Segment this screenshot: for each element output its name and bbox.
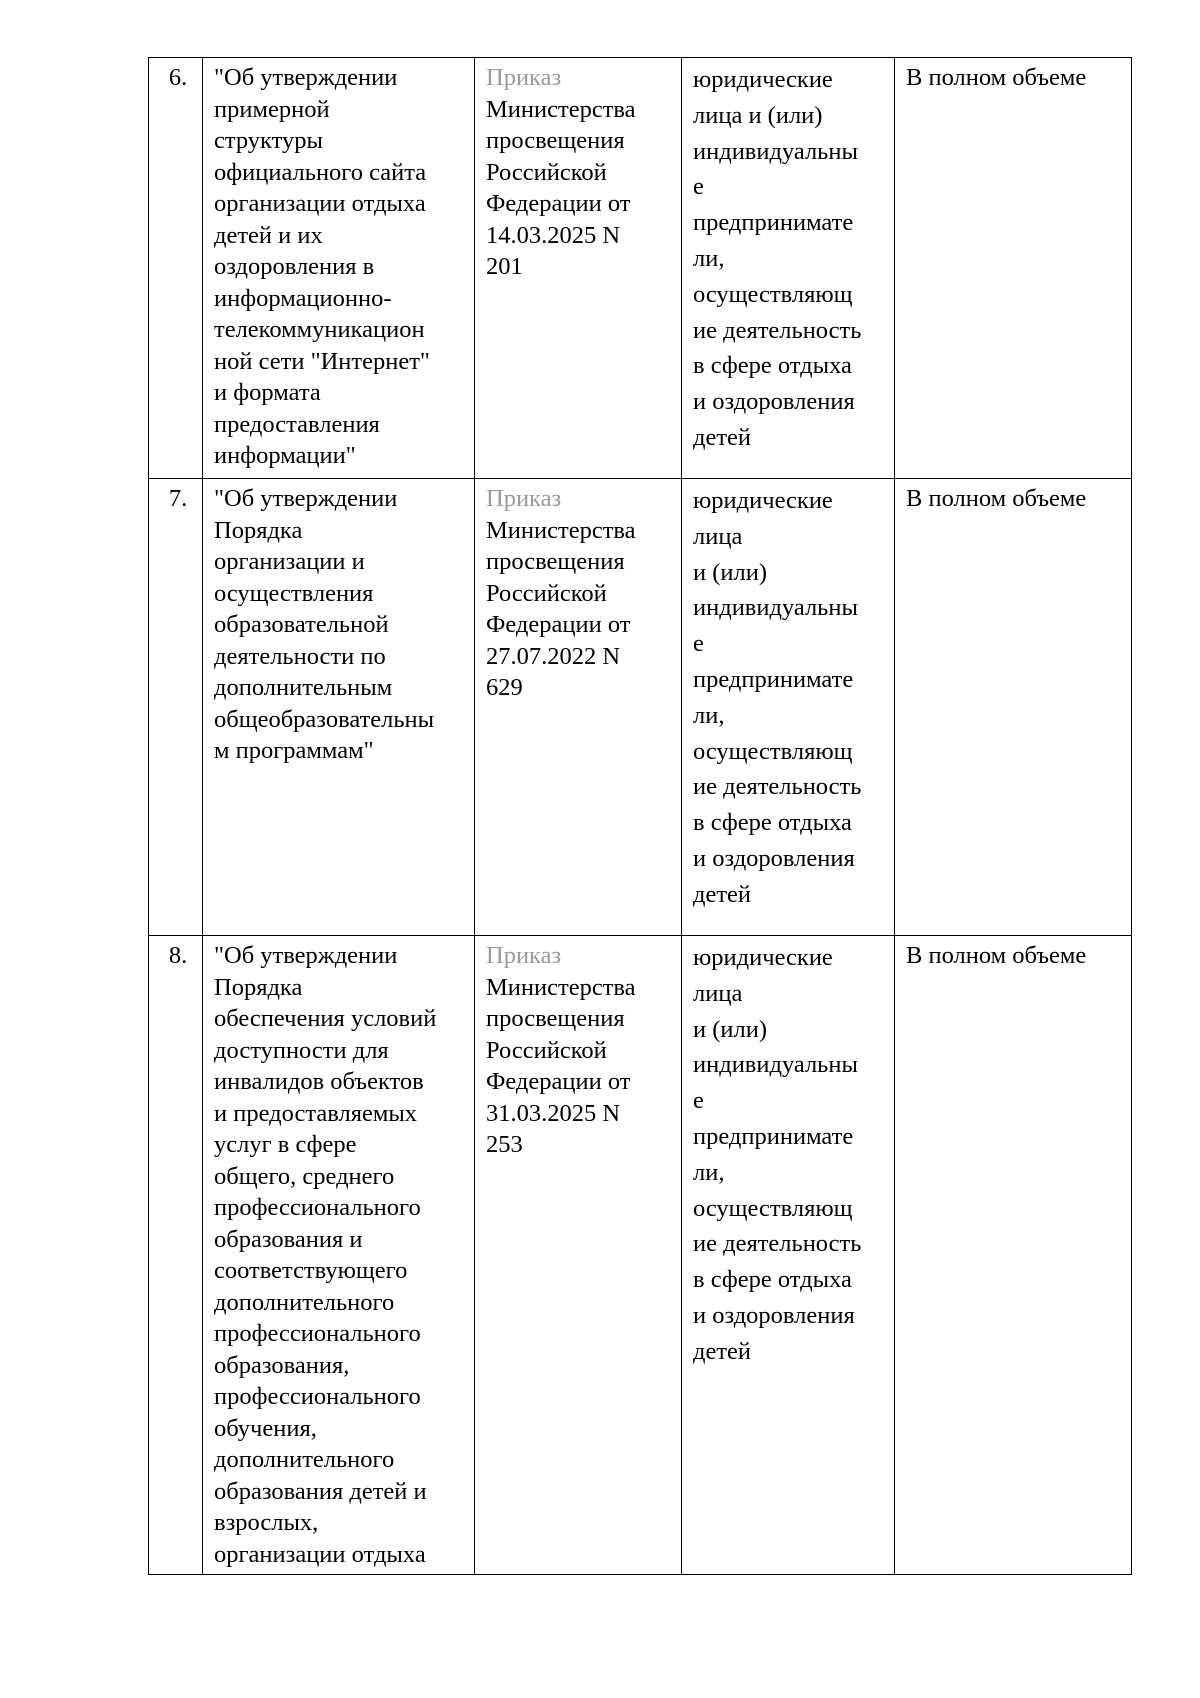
order-line: Федерации от (486, 1068, 631, 1095)
act-title-line: соответствующего (214, 1257, 408, 1284)
entity-line: и оздоровления (693, 1301, 855, 1329)
row-number: 7. (149, 479, 203, 936)
act-title-line: и предоставляемых (214, 1099, 418, 1127)
order-line: Министерства (486, 516, 636, 544)
affected-entities (682, 58, 895, 479)
act-title (203, 936, 475, 1575)
entity-line: е (693, 630, 704, 658)
entity-line: ие деятельность (693, 316, 862, 344)
entity-line: юридические (693, 944, 833, 971)
act-title-line: Порядка (214, 973, 303, 1001)
act-title-line: организации и (214, 548, 365, 575)
act-title-line: доступности для (214, 1036, 389, 1064)
act-title-line: м программам" (214, 737, 374, 764)
act-title-line: инвалидов объектов (214, 1068, 424, 1095)
order-line: Федерации от (486, 190, 631, 217)
requirements-table (148, 57, 1132, 1575)
act-title-line: образования и (214, 1225, 363, 1253)
entity-line: и (или) (693, 1015, 768, 1043)
act-title-line: информационно- (214, 284, 392, 312)
entity-line: юридические (693, 66, 833, 93)
order-line: Министерства (486, 973, 636, 1001)
act-title (203, 479, 475, 936)
entity-line: предпринимате (693, 1122, 854, 1150)
affected-entities (682, 936, 895, 1575)
act-title-line: общеобразовательны (214, 705, 435, 733)
act-title-line: дополнительным (214, 674, 393, 701)
order-line: Российской (486, 579, 607, 607)
act-title-line: ной сети "Интернет" (214, 347, 430, 375)
application-scope: В полном объеме (895, 936, 1132, 1575)
entity-line: лица и (или) (693, 101, 823, 129)
order-line: 14.03.2025 N (486, 221, 621, 249)
act-title-line: детей и их (214, 221, 323, 249)
entity-line: юридические (693, 487, 833, 514)
act-title-line: образовательной (214, 611, 389, 638)
affected-entities (682, 479, 895, 936)
entity-line: в сфере отдыха (693, 1266, 852, 1294)
act-title-line: дополнительного (214, 1446, 395, 1473)
act-title-line: "Об утверждении (214, 942, 398, 969)
act-title-line: профессионального (214, 1320, 421, 1347)
act-title-line: обучения, (214, 1414, 317, 1442)
act-title-line: обеспечения условий (214, 1005, 437, 1032)
entity-line: и оздоровления (693, 844, 855, 872)
order-line: 31.03.2025 N (486, 1099, 621, 1127)
entity-line: индивидуальны (693, 594, 858, 622)
order-line: 253 (486, 1131, 523, 1158)
act-title (203, 58, 475, 479)
act-title-line: образования детей и (214, 1477, 427, 1505)
entity-line: индивидуальны (693, 137, 858, 165)
act-title-line: "Об утверждении (214, 64, 398, 91)
application-scope: В полном объеме (895, 479, 1132, 936)
entity-line: осуществляющ (693, 280, 853, 308)
order-kind: Приказ (486, 485, 562, 512)
order-line: просвещения (486, 127, 625, 154)
act-title-line: оздоровления в (214, 253, 375, 280)
table-row (149, 936, 1132, 1575)
order-line: 629 (486, 674, 523, 701)
order-line: Федерации от (486, 611, 631, 638)
entity-line: предпринимате (693, 665, 854, 693)
act-title-line: общего, среднего (214, 1162, 395, 1190)
act-title-line: Порядка (214, 516, 303, 544)
entity-line: ие деятельность (693, 1230, 862, 1258)
act-title-line: информации" (214, 442, 356, 469)
entity-line: ли, (693, 701, 725, 729)
entity-line: лица (693, 522, 743, 550)
act-title-line: взрослых, (214, 1509, 319, 1536)
act-title-line: осуществления (214, 579, 374, 607)
entity-line: предпринимате (693, 209, 854, 237)
act-title-line: телекоммуникацион (214, 316, 425, 343)
table-body (149, 58, 1132, 1575)
entity-line: в сфере отдыха (693, 352, 852, 380)
entity-line: детей (693, 880, 752, 908)
act-title-line: структуры (214, 127, 323, 154)
entity-line: и оздоровления (693, 388, 855, 416)
entity-line: е (693, 1087, 704, 1115)
act-title-line: организации отдыха (214, 190, 426, 217)
act-title-line: профессионального (214, 1383, 421, 1410)
entity-line: е (693, 173, 704, 201)
act-title-line: услуг в сфере (214, 1131, 357, 1158)
order-kind: Приказ (486, 64, 562, 91)
act-title-line: предоставления (214, 410, 380, 438)
order-line: Министерства (486, 95, 636, 123)
table-row (149, 479, 1132, 936)
act-title-line: официального сайта (214, 158, 427, 186)
entity-line: индивидуальны (693, 1051, 858, 1079)
row-number: 6. (149, 58, 203, 479)
act-title-line: организации отдыха (214, 1540, 426, 1568)
entity-line: ли, (693, 244, 725, 272)
order-line: Российской (486, 1036, 607, 1064)
entity-line: осуществляющ (693, 737, 853, 765)
entity-line: ие деятельность (693, 773, 862, 801)
order-line: Российской (486, 158, 607, 186)
entity-line: и (или) (693, 558, 768, 586)
order-line: просвещения (486, 548, 625, 575)
entity-line: детей (693, 423, 752, 451)
entity-line: ли, (693, 1158, 725, 1186)
entity-line: лица (693, 979, 743, 1007)
act-title-line: профессионального (214, 1194, 421, 1221)
act-title-line: "Об утверждении (214, 485, 398, 512)
entity-line: в сфере отдыха (693, 809, 852, 837)
act-order (475, 479, 682, 936)
act-title-line: образования, (214, 1351, 350, 1379)
act-order (475, 58, 682, 479)
table-row (149, 58, 1132, 479)
order-line: просвещения (486, 1005, 625, 1032)
act-title-line: дополнительного (214, 1288, 395, 1316)
act-title-line: деятельности по (214, 642, 386, 670)
order-line: 201 (486, 253, 523, 280)
order-kind: Приказ (486, 942, 562, 969)
act-title-line: примерной (214, 95, 330, 123)
act-order (475, 936, 682, 1575)
application-scope: В полном объеме (895, 58, 1132, 479)
entity-line: детей (693, 1337, 752, 1365)
order-line: 27.07.2022 N (486, 642, 621, 670)
act-title-line: и формата (214, 379, 321, 406)
row-number: 8. (149, 936, 203, 1575)
entity-line: осуществляющ (693, 1194, 853, 1222)
